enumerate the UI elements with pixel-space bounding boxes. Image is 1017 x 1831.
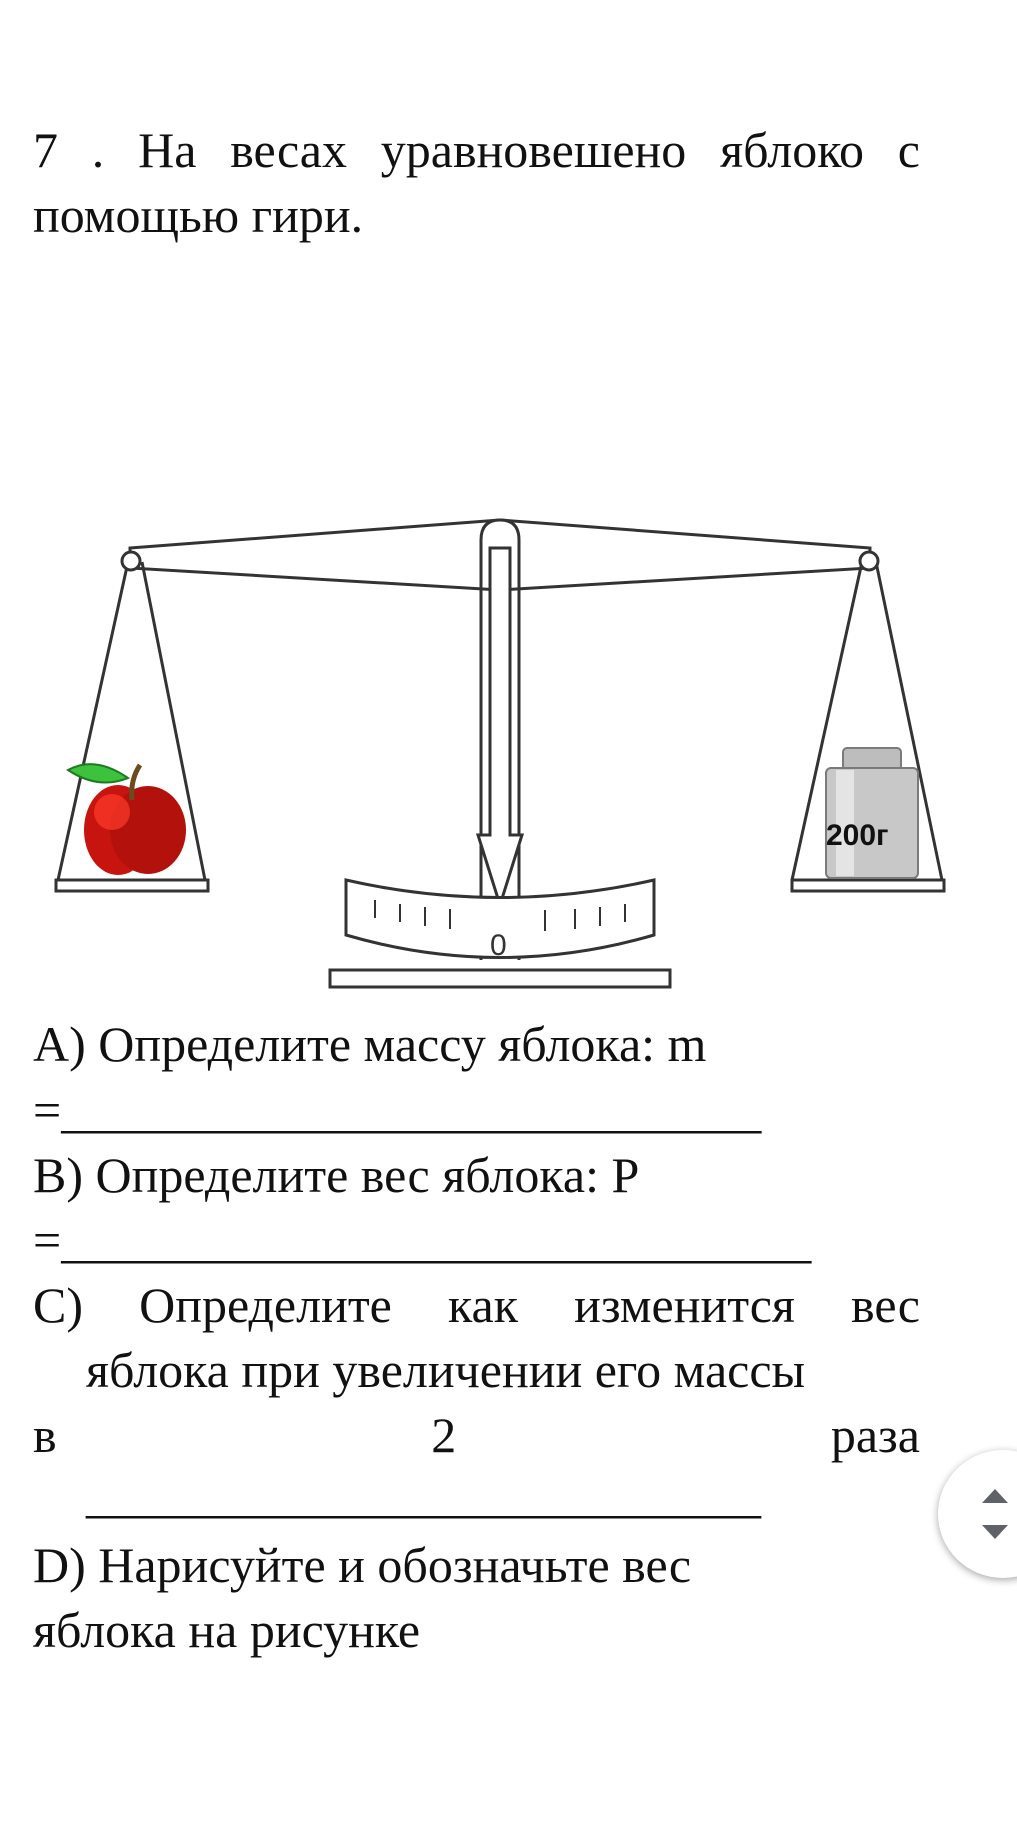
question-c-word: как [447,1277,519,1333]
task-number: 7 [33,122,58,178]
dial-zero-label: 0 [490,929,507,962]
task-word: На [138,122,197,178]
balance-scale-illustration [40,500,960,1000]
question-c-line-3 [33,1405,920,1465]
task-word: уравновешено [380,122,687,178]
task-title-line-1 [33,120,920,180]
task-word: . [91,122,105,178]
question-c-word: Определите [139,1277,392,1333]
weight-200g [826,748,918,878]
question-c-answer-blank: ___________________________ [86,1467,761,1523]
question-c-line-1 [33,1275,920,1335]
chevron-down-icon [982,1525,1008,1539]
question-b-line-1: B) Определите вес яблока: P [33,1147,640,1203]
task-word: с [897,122,920,178]
question-a-answer-blank: =____________________________ [33,1082,762,1138]
task-word: весах [230,122,347,178]
task-title-line-2: помощью гири. [33,187,364,243]
question-c-word: в [33,1407,57,1463]
question-b-answer-blank: =______________________________ [33,1212,812,1268]
question-c-word: раза [830,1407,920,1463]
scale-base [330,970,670,987]
question-c-word: вес [851,1277,920,1333]
question-a-line-1: A) Определите массу яблока: m [33,1016,707,1072]
question-c-word: C) [33,1277,83,1333]
question-c-word: изменится [574,1277,795,1333]
question-c-word: 2 [431,1407,457,1463]
apple-icon [68,764,186,875]
question-d-line-2: яблока на рисунке [33,1602,421,1658]
question-d-line-1: D) Нарисуйте и обозначьте вес [33,1537,692,1593]
task-word: яблоко [720,122,864,178]
scroll-button[interactable] [938,1450,1017,1578]
weight-label: 200г [826,819,889,852]
chevron-up-icon [982,1489,1008,1503]
question-c-line-2: яблока при увеличении его массы [86,1342,806,1398]
